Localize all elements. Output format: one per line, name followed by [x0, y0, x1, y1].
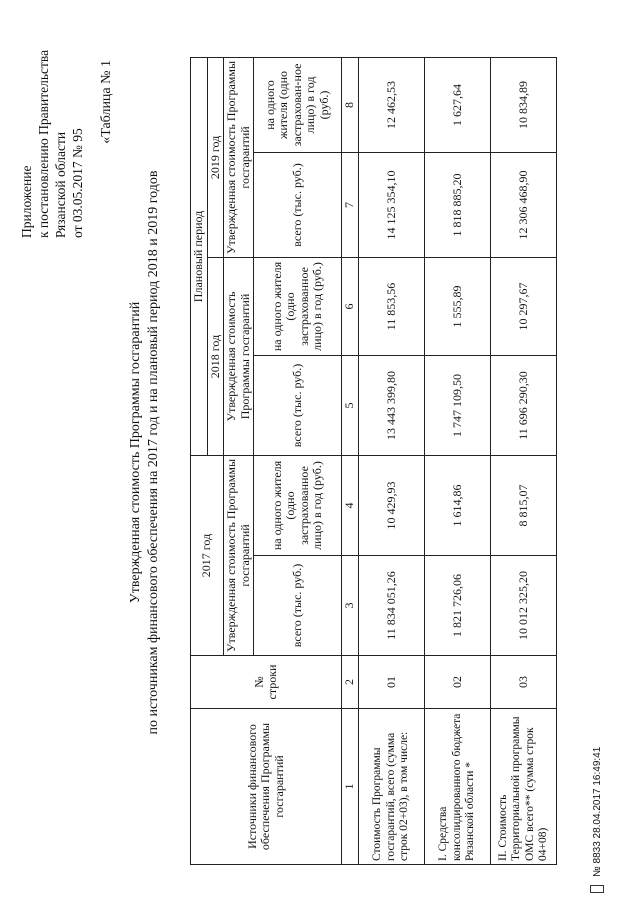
- column-index: 1: [342, 709, 359, 865]
- approved-cost-header: Утвержденная стоимость Программы госгарантий: [224, 57, 254, 257]
- value-cell: 1 555,89: [425, 257, 491, 355]
- stamp-text: № 8833 28.04.2017 16:49:41: [591, 746, 603, 877]
- per-person-header: на одного жителя (одно застрахованное лицо) в год (руб.): [254, 455, 342, 555]
- value-cell: 11 853,56: [359, 257, 425, 355]
- year-2018-header: 2018 год: [207, 257, 224, 455]
- appendix-block: [18, 48, 86, 238]
- row-number-cell: 03: [491, 656, 557, 709]
- column-index: 7: [342, 152, 359, 257]
- planned-period-header: Плановый период: [191, 57, 208, 455]
- value-cell: 10 297,67: [491, 257, 557, 355]
- source-cell: Стоимость Программы госгарантий, всего (сумма строк 02+03), в том числе:: [359, 709, 425, 865]
- value-cell: 1 818 885,20: [425, 152, 491, 257]
- table-row: [491, 57, 557, 864]
- appendix-line: Рязанской области: [53, 131, 68, 238]
- approved-cost-header: Утвержденная стоимость Программы госгарантий: [224, 257, 254, 455]
- value-cell: 11 696 290,30: [491, 355, 557, 455]
- value-cell: 10 429,93: [359, 455, 425, 555]
- year-2017-header: 2017 год: [191, 455, 224, 655]
- column-index: 3: [342, 556, 359, 656]
- value-cell: 1 614,86: [425, 455, 491, 555]
- value-cell: 1 747 109,50: [425, 355, 491, 455]
- value-cell: 1 821 726,06: [425, 556, 491, 656]
- value-cell: 12 462,53: [359, 57, 425, 152]
- source-cell: I. Средства консолидированного бюджета Рязанской области *: [425, 709, 491, 865]
- per-person-header: на одного жителя (одно застрахованное лицо) в год (руб.): [254, 257, 342, 355]
- total-header: всего (тыс. руб.): [254, 355, 342, 455]
- table-row: [359, 57, 425, 864]
- table-number: «Таблица № 1: [99, 60, 114, 144]
- cost-table: [190, 57, 557, 865]
- col-row-no-header: № строки: [191, 656, 342, 709]
- total-header: всего (тыс. руб.): [254, 152, 342, 257]
- value-cell: 1 627,64: [425, 57, 491, 152]
- table-row: [425, 57, 491, 864]
- appendix-line: к постановлению Правительства: [36, 49, 51, 238]
- column-index: 8: [342, 57, 359, 152]
- value-cell: 14 125 354,10: [359, 152, 425, 257]
- appendix-line: от 03.05.2017 № 95: [70, 128, 85, 238]
- header-row: [191, 57, 208, 864]
- per-person-header: на одного жителя (одно застрахован-ное лицо) в год (руб.): [254, 57, 342, 152]
- value-cell: 8 815,07: [491, 455, 557, 555]
- document-subtitle: по источникам финансового обеспечения на 2017 год и на плановый период 2018 и 2019 годов: [146, 170, 161, 735]
- document-title: Утвержденная стоимость Программы госгарантий: [128, 301, 143, 604]
- value-cell: 12 306 468,90: [491, 152, 557, 257]
- value-cell: 13 443 399,80: [359, 355, 425, 455]
- index-row: [342, 57, 359, 864]
- column-index: 2: [342, 656, 359, 709]
- col-source-header: Источники финансового обеспечения Программы госгарантий: [191, 709, 342, 865]
- column-index: 4: [342, 455, 359, 555]
- total-header: всего (тыс. руб.): [254, 556, 342, 656]
- approved-cost-header: Утвержденная стоимость Программы госгарантий: [224, 455, 254, 655]
- source-cell: II. Стоимость Территориальной программы ОМС всего** (сумма строк 04+08): [491, 709, 557, 865]
- value-cell: 11 834 051,26: [359, 556, 425, 656]
- appendix-line: Приложение: [19, 165, 34, 238]
- stamp-logo-icon: [590, 885, 604, 893]
- column-index: 5: [342, 355, 359, 455]
- registration-stamp: [590, 747, 604, 893]
- row-number-cell: 02: [425, 656, 491, 709]
- value-cell: 10 834,89: [491, 57, 557, 152]
- value-cell: 10 012 325,20: [491, 556, 557, 656]
- row-number-cell: 01: [359, 656, 425, 709]
- column-index: 6: [342, 257, 359, 355]
- year-2019-header: 2019 год: [207, 57, 224, 257]
